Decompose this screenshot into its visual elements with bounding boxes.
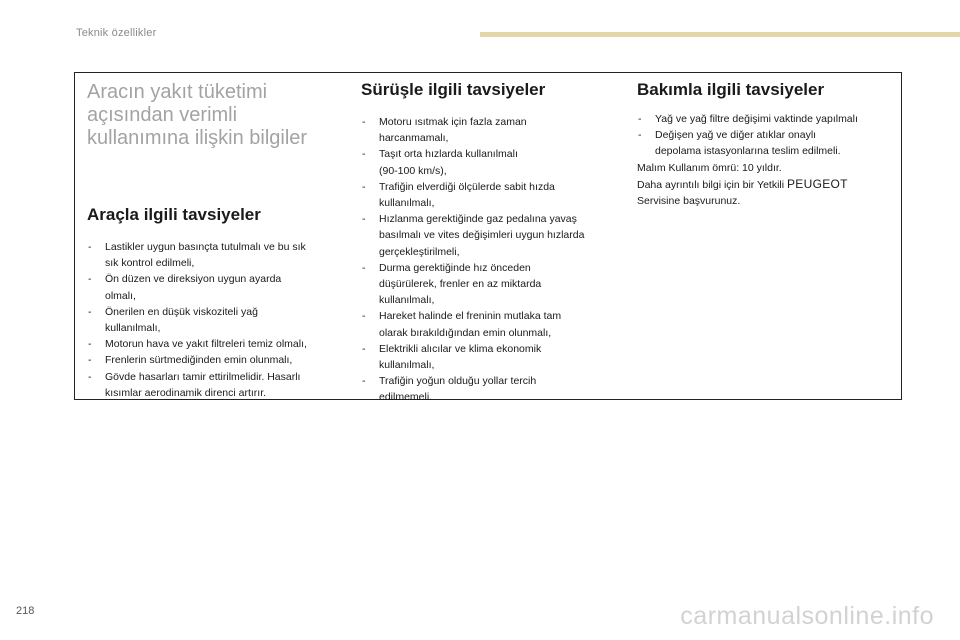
- left-column: [87, 73, 349, 401]
- note-line: Daha ayrıntılı bilgi için bir Yetkili: [637, 178, 785, 191]
- section-header: Teknik özellikler: [76, 27, 157, 39]
- list-item-line: Elektrikli alıcılar ve klima ekonomik: [379, 342, 542, 355]
- list-item: [361, 211, 631, 260]
- list-item: [637, 111, 899, 127]
- intro-title-line: açısından verimli: [87, 104, 238, 126]
- list-item-line: Hızlanma gerektiğinde gaz pedalına yavaş: [379, 213, 577, 226]
- list-item-line: Gövde hasarları tamir ettirilmelidir. Hasarlı: [105, 370, 301, 383]
- list-item: [87, 239, 349, 271]
- list-item-line: Yağ ve yağ filtre değişimi vaktinde yapılmalı: [655, 113, 858, 125]
- list-item-line: Hareket halinde el freninin mutlaka tam: [379, 310, 562, 323]
- list-item-line: gerçekleştirilmeli,: [379, 245, 460, 258]
- list-item-line: olmalı,: [105, 289, 136, 302]
- list-item-line: Durma gerektiğinde hız önceden: [379, 261, 531, 274]
- list-item-line: Frenlerin sürtmediğinden emin olunmalı,: [105, 354, 293, 367]
- list-item-line: sık kontrol edilmeli,: [105, 257, 195, 270]
- list-item: [87, 352, 349, 368]
- maintenance-tips-title: Bakımla ilgili tavsiyeler: [637, 80, 825, 99]
- intro-title-line: kullanımına ilişkin bilgiler: [87, 127, 308, 149]
- list-item-line: Trafiğin yoğun olduğu yollar tercih: [379, 375, 537, 388]
- right-column: [637, 73, 899, 209]
- maintenance-tips-list: [637, 111, 899, 160]
- middle-column: [361, 73, 631, 406]
- vehicle-tips-title: Araçla ilgili tavsiyeler: [87, 205, 261, 224]
- note-line: Malım Kullanım ömrü: 10 yıldır.: [637, 161, 782, 174]
- list-item-line: kullanılmalı,: [379, 359, 435, 372]
- note-line: Servisine başvurunuz.: [637, 195, 741, 208]
- intro-title: [87, 81, 349, 150]
- list-item-line: Değişen yağ ve diğer atıklar onaylı: [655, 129, 817, 142]
- list-item: [361, 179, 631, 211]
- list-item: [637, 127, 899, 159]
- list-item-line: edilmemeli.: [379, 391, 433, 404]
- brand-name: PEUGEOT: [787, 176, 848, 191]
- list-item: [87, 336, 349, 352]
- list-item-line: (90-100 km/s),: [379, 164, 447, 177]
- list-item-line: Motoru ısıtmak için fazla zaman: [379, 116, 527, 128]
- list-item-line: Taşıt orta hızlarda kullanılmalı: [379, 148, 518, 161]
- list-item: [361, 146, 631, 178]
- content-box: [74, 72, 902, 404]
- list-item-line: olarak bırakıldığından emin olunmalı,: [379, 326, 552, 339]
- list-item: [361, 341, 631, 373]
- list-item-line: Önerilen en düşük viskoziteli yağ: [105, 305, 258, 318]
- list-item-line: düşürülerek, frenler en az miktarda: [379, 278, 542, 291]
- list-item: [87, 369, 349, 401]
- list-item-line: harcanmamalı,: [379, 132, 449, 145]
- list-item-line: Ön düzen ve direksiyon uygun ayarda: [105, 273, 282, 286]
- list-item-line: kullanılmalı,: [379, 294, 435, 307]
- list-item: [361, 373, 631, 405]
- list-item: [361, 308, 631, 340]
- list-item: [361, 114, 631, 146]
- driving-tips-title: Sürüşle ilgili tavsiyeler: [361, 80, 546, 99]
- watermark: carmanualsonline.info: [680, 602, 934, 630]
- list-item-line: Lastikler uygun basınçta tutulmalı ve bu sık: [105, 241, 306, 253]
- list-item-line: depolama istasyonlarına teslim edilmeli.: [655, 145, 841, 158]
- list-item: [87, 271, 349, 303]
- header-accent-bar: [480, 32, 960, 37]
- list-item-line: Trafiğin elverdiği ölçülerde sabit hızda: [379, 180, 555, 193]
- vehicle-tips-list: [87, 239, 349, 401]
- intro-title-line: Aracın yakıt tüketimi: [87, 81, 268, 103]
- page-number: 218: [16, 605, 35, 617]
- list-item: [361, 260, 631, 309]
- list-item-line: Motorun hava ve yakıt filtreleri temiz olmalı,: [105, 338, 307, 351]
- list-item-line: basılmalı ve vites değişimleri uygun hızlarda: [379, 229, 585, 242]
- list-item-line: kısımlar aerodinamik direnci artırır.: [105, 386, 267, 399]
- list-item: [87, 304, 349, 336]
- list-item-line: kullanılmalı,: [379, 197, 435, 210]
- list-item-line: kullanılmalı,: [105, 322, 161, 335]
- driving-tips-list: [361, 114, 631, 406]
- maintenance-note: [637, 160, 899, 210]
